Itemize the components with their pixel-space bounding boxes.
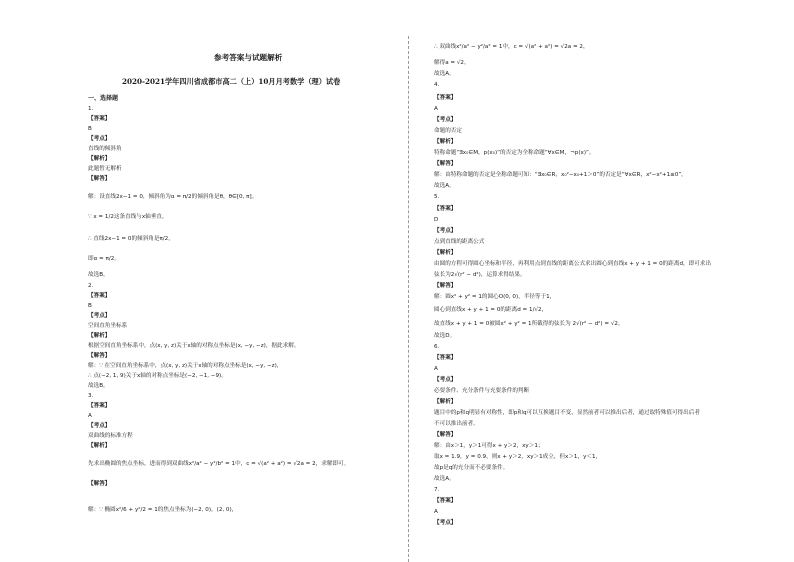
q4-answer: A [434, 106, 438, 112]
q7-answer-label: 【答案】 [434, 498, 457, 504]
q3-answer-label: 【答案】 [88, 403, 111, 409]
q4-topic-label: 【考点】 [434, 117, 457, 123]
q6-answer-label: 【答案】 [434, 355, 457, 361]
q1-analysis: 此题暂无解析 [88, 166, 122, 172]
q7-number: 7. [434, 487, 440, 493]
q2-topic-label: 【考点】 [88, 313, 111, 319]
q1-solution-line: ∴ 直线2x−1 = 0的倾斜角是π/2， [88, 236, 174, 242]
q2-answer-label: 【答案】 [88, 293, 111, 299]
q4-analysis: 特称命题“∃x₀∈M，p(x₀)”的否定为全称命题“∀x∈M，¬p(x)”。 [434, 150, 595, 156]
q2-answer: B [88, 303, 92, 309]
q3-analysis: 先求出椭圆的焦点坐标，进而得到双曲线x²/a² − y²/b² = 1中，c = √(a² + a²) = √2a = 2，求解即可。 [88, 461, 350, 467]
q1-answer-label: 【答案】 [88, 116, 111, 122]
q6-analysis-label: 【解析】 [434, 399, 457, 405]
q4-solution-label: 【解答】 [434, 161, 457, 167]
q5-solution-line: 故直线x + y + 1 = 0被圆x² + y² = 1所截得的弦长为 2√(r² − d²) = √2。 [434, 321, 624, 327]
q1-solution-line: 即α = π/2。 [88, 256, 120, 262]
q5-analysis: 由圆的方程可得圆心坐标和半径，再利用点到直线的距离公式求出圆心到直线x + y + 1 = 0的距离d，即可求出 [434, 261, 711, 267]
q4-number: 4. [434, 82, 440, 88]
exam-subtitle: 2020-2021学年四川省成都市高二（上）10月月考数学（理）试卷 [122, 77, 341, 86]
q4-analysis-label: 【解析】 [434, 139, 457, 145]
q3-topic: 双曲线的标准方程 [88, 433, 133, 439]
q6-solution-line: 故p是q的充分而不必要条件。 [434, 465, 509, 471]
q6-solution-line: 解：由x＞1，y＞1可得x + y＞2，xy＞1； [434, 443, 544, 449]
q4-answer-label: 【答案】 [434, 95, 457, 101]
q1-answer: B [88, 126, 92, 132]
q6-number: 6. [434, 344, 440, 350]
q6-solution-label: 【解答】 [434, 432, 457, 438]
q1-solution-label: 【解答】 [88, 176, 111, 182]
q6-solution-line: 故选A。 [434, 476, 455, 482]
q3-cont-line: ∴ 双曲线x²/a² − y²/a² = 1中，c = √(a² + a²) = √2a = 2， [434, 44, 589, 50]
q2-number: 2. [88, 283, 94, 289]
q6-topic: 必要条件、充分条件与充要条件的判断 [434, 388, 530, 394]
q4-topic: 命题的否定 [434, 128, 462, 134]
q5-answer-label: 【答案】 [434, 206, 457, 212]
q2-solution-line: 故选B。 [88, 383, 109, 389]
q3-number: 3. [88, 393, 94, 399]
q6-analysis: 题目中的p和q明显有对称性，即p和q可以互换题目不变，显然前者可以推出后者，通过取特殊值可得出后者 [434, 410, 700, 416]
page-title: 参考答案与试题解析 [214, 53, 283, 62]
q6-topic-label: 【考点】 [434, 377, 457, 383]
q7-topic-label: 【考点】 [434, 520, 457, 526]
q2-topic: 空间直角坐标系 [88, 323, 128, 329]
q1-topic-label: 【考点】 [88, 136, 111, 142]
q5-number: 5. [434, 194, 440, 200]
q2-analysis: 根据空间直角坐标系中，点(x, y, z)关于x轴的对称点坐标是(x, −y, −z)，据此求解。 [88, 343, 300, 349]
q5-solution-label: 【解答】 [434, 283, 457, 289]
q6-solution-line: 取x = 1.9，y = 0.9，则x + y＞2，xy＞1成立，但x＞1，y＜1， [434, 454, 602, 460]
q3-cont-line: 解得a = √2。 [434, 60, 470, 66]
q6-analysis: 不可以推出前者。 [434, 421, 479, 427]
q5-solution-line: 故选D。 [434, 333, 456, 339]
q3-solution-label: 【解答】 [88, 481, 111, 487]
q1-number: 1. [88, 106, 94, 112]
q5-analysis-label: 【解析】 [434, 250, 457, 256]
q5-solution-line: 解：圆x² + y² = 1的圆心O(0, 0)，半径等于1， [434, 294, 556, 300]
q1-analysis-label: 【解析】 [88, 156, 111, 162]
q2-solution-label: 【解答】 [88, 353, 111, 359]
q2-solution-line: 解：∵ 在空间直角坐标系中，点(x, y, z)关于x轴的对称点坐标是(x, −y, −z)， [88, 363, 283, 369]
q2-solution-line: ∴ 点(−2, 1, 9)关于x轴的对称点坐标是(−2, −1, −9)。 [88, 373, 227, 379]
q3-solution-line: 解：∵ 椭圆x²/6 + y²/2 = 1的焦点坐标为(−2, 0)，(2, 0)， [88, 507, 238, 513]
q5-topic-label: 【考点】 [434, 228, 457, 234]
q4-solution-line: 故选A。 [434, 183, 455, 189]
q1-solution-line: 故选B。 [88, 272, 109, 278]
section-heading: 一、选择题 [88, 95, 119, 102]
q5-solution-line: 圆心到直线x + y + 1 = 0的距离d = 1/√2， [434, 307, 548, 313]
q5-topic: 点到直线的距离公式 [434, 239, 485, 245]
column-divider [408, 36, 409, 562]
q2-analysis-label: 【解析】 [88, 333, 111, 339]
q7-answer: A [434, 509, 438, 515]
q3-answer: A [88, 413, 92, 419]
q1-solution-line: ∵ x = 1/2这条直线与x轴垂直， [88, 214, 168, 220]
q5-answer: D [434, 217, 439, 223]
q3-analysis-label: 【解析】 [88, 443, 111, 449]
q3-topic-label: 【考点】 [88, 423, 111, 429]
q1-topic: 直线的倾斜角 [88, 146, 122, 152]
q3-cont-line: 故选A。 [434, 71, 455, 77]
q5-analysis: 弦长为2√(r² − d²)，运算求得结果。 [434, 272, 526, 278]
q6-answer: A [434, 366, 438, 372]
q1-solution-line: 解：设直线2x−1 = 0，倾斜角为α = π/2的倾斜角是θ，θ∈[0, π]。 [88, 194, 258, 200]
q4-solution-line: 解：由特称命题的否定是全称命题可知：“∃x₀∈R，x₀²−x₀+1＞0”的否定是“∀x∈R，x²−x²+1≤0”。 [434, 172, 687, 178]
